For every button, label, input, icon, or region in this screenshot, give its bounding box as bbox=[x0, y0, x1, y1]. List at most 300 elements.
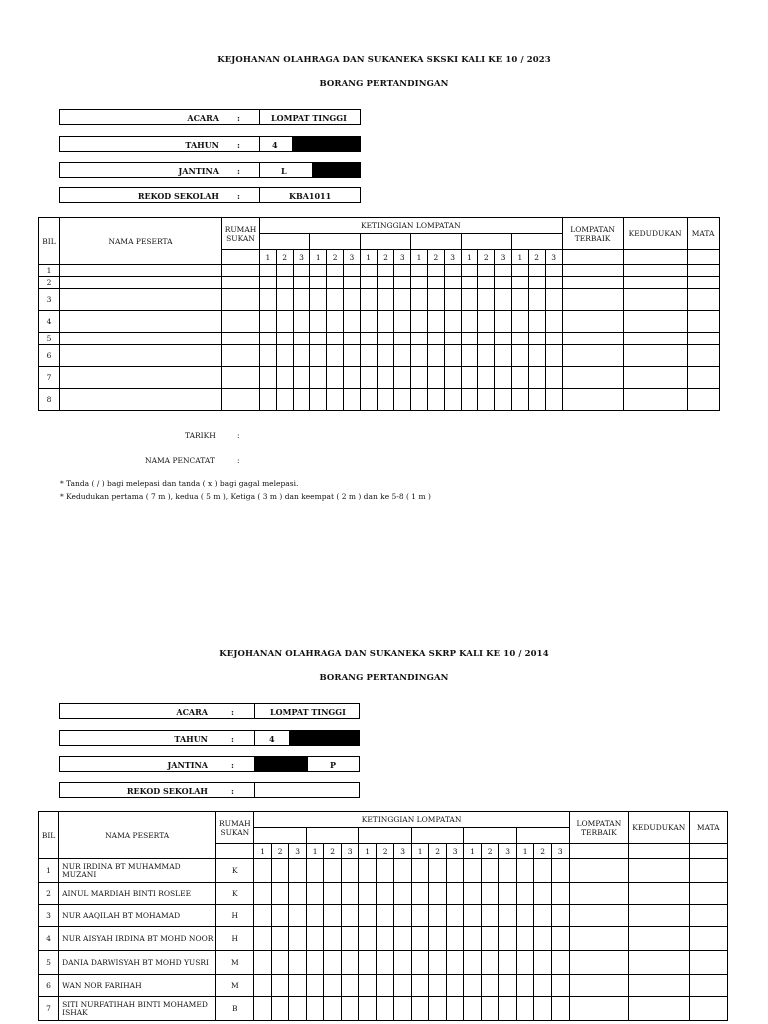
attempt-cell[interactable] bbox=[411, 389, 428, 411]
attempt-cell[interactable] bbox=[528, 333, 545, 345]
attempt-cell[interactable] bbox=[276, 289, 293, 311]
kedudukan-cell[interactable] bbox=[629, 883, 689, 905]
attempt-cell[interactable] bbox=[360, 333, 377, 345]
attempt-cell[interactable] bbox=[446, 927, 464, 951]
attempt-cell[interactable] bbox=[427, 389, 444, 411]
attempt-cell[interactable] bbox=[377, 389, 394, 411]
attempt-cell[interactable] bbox=[427, 367, 444, 389]
attempt-cell[interactable] bbox=[534, 883, 552, 905]
attempt-cell[interactable] bbox=[343, 289, 360, 311]
attempt-cell[interactable] bbox=[271, 997, 289, 1021]
kedudukan-cell[interactable] bbox=[629, 951, 689, 975]
attempt-cell[interactable] bbox=[341, 883, 359, 905]
attempt-cell[interactable] bbox=[377, 345, 394, 367]
attempt-cell[interactable] bbox=[444, 277, 461, 289]
lompatan-cell[interactable] bbox=[562, 311, 623, 333]
attempt-cell[interactable] bbox=[293, 389, 310, 411]
attempt-cell[interactable] bbox=[478, 311, 495, 333]
nama-cell[interactable]: NUR AISYAH IRDINA BT MOHD NOOR bbox=[59, 927, 216, 951]
attempt-cell[interactable] bbox=[310, 333, 327, 345]
attempt-cell[interactable] bbox=[327, 345, 344, 367]
attempt-cell[interactable] bbox=[427, 289, 444, 311]
attempt-cell[interactable] bbox=[327, 289, 344, 311]
attempt-cell[interactable] bbox=[429, 975, 447, 997]
lompatan-cell[interactable] bbox=[562, 345, 623, 367]
attempt-cell[interactable] bbox=[545, 311, 562, 333]
attempt-cell[interactable] bbox=[271, 927, 289, 951]
attempt-cell[interactable] bbox=[376, 905, 394, 927]
attempt-cell[interactable] bbox=[411, 367, 428, 389]
attempt-cell[interactable] bbox=[310, 389, 327, 411]
nama-cell[interactable]: SITI NURFATIHAH BINTI MOHAMED ISHAK bbox=[59, 997, 216, 1021]
lompatan-cell[interactable] bbox=[569, 905, 628, 927]
attempt-cell[interactable] bbox=[461, 367, 478, 389]
attempt-cell[interactable] bbox=[528, 311, 545, 333]
attempt-cell[interactable] bbox=[444, 311, 461, 333]
attempt-cell[interactable] bbox=[376, 951, 394, 975]
attempt-cell[interactable] bbox=[377, 277, 394, 289]
attempt-cell[interactable] bbox=[411, 345, 428, 367]
attempt-cell[interactable] bbox=[394, 345, 411, 367]
nama-cell[interactable]: WAN NOR FARIHAH bbox=[59, 975, 216, 997]
attempt-cell[interactable] bbox=[411, 927, 429, 951]
attempt-cell[interactable] bbox=[306, 927, 324, 951]
attempt-cell[interactable] bbox=[254, 927, 272, 951]
mata-cell[interactable] bbox=[689, 883, 728, 905]
attempt-cell[interactable] bbox=[359, 883, 377, 905]
attempt-cell[interactable] bbox=[276, 311, 293, 333]
attempt-cell[interactable] bbox=[394, 389, 411, 411]
attempt-cell[interactable] bbox=[394, 333, 411, 345]
attempt-cell[interactable] bbox=[343, 367, 360, 389]
attempt-cell[interactable] bbox=[528, 367, 545, 389]
attempt-cell[interactable] bbox=[254, 997, 272, 1021]
attempt-cell[interactable] bbox=[499, 997, 517, 1021]
attempt-cell[interactable] bbox=[545, 277, 562, 289]
rumah-cell[interactable]: K bbox=[216, 859, 254, 883]
attempt-cell[interactable] bbox=[429, 951, 447, 975]
attempt-cell[interactable] bbox=[289, 859, 307, 883]
rumah-cell[interactable]: K bbox=[216, 883, 254, 905]
attempt-cell[interactable] bbox=[481, 859, 499, 883]
mata-cell[interactable] bbox=[687, 311, 719, 333]
nama-cell[interactable] bbox=[60, 311, 222, 333]
attempt-cell[interactable] bbox=[545, 333, 562, 345]
attempt-cell[interactable] bbox=[461, 277, 478, 289]
attempt-cell[interactable] bbox=[478, 333, 495, 345]
attempt-cell[interactable] bbox=[464, 905, 482, 927]
attempt-cell[interactable] bbox=[254, 859, 272, 883]
attempt-cell[interactable] bbox=[461, 289, 478, 311]
attempt-cell[interactable] bbox=[254, 883, 272, 905]
lompatan-cell[interactable] bbox=[562, 389, 623, 411]
attempt-cell[interactable] bbox=[254, 905, 272, 927]
attempt-cell[interactable] bbox=[411, 975, 429, 997]
attempt-cell[interactable] bbox=[324, 951, 342, 975]
attempt-cell[interactable] bbox=[411, 997, 429, 1021]
rumah-cell[interactable] bbox=[222, 265, 260, 277]
rumah-cell[interactable]: H bbox=[216, 905, 254, 927]
attempt-cell[interactable] bbox=[545, 389, 562, 411]
attempt-cell[interactable] bbox=[260, 277, 277, 289]
attempt-cell[interactable] bbox=[359, 905, 377, 927]
attempt-cell[interactable] bbox=[260, 333, 277, 345]
attempt-cell[interactable] bbox=[516, 859, 534, 883]
attempt-cell[interactable] bbox=[478, 277, 495, 289]
lompatan-cell[interactable] bbox=[569, 927, 628, 951]
mata-cell[interactable] bbox=[689, 859, 728, 883]
kedudukan-cell[interactable] bbox=[629, 997, 689, 1021]
attempt-cell[interactable] bbox=[360, 345, 377, 367]
attempt-cell[interactable] bbox=[343, 311, 360, 333]
attempt-cell[interactable] bbox=[411, 859, 429, 883]
attempt-cell[interactable] bbox=[327, 333, 344, 345]
attempt-cell[interactable] bbox=[341, 927, 359, 951]
attempt-cell[interactable] bbox=[271, 859, 289, 883]
attempt-cell[interactable] bbox=[293, 367, 310, 389]
attempt-cell[interactable] bbox=[545, 265, 562, 277]
nama-cell[interactable]: DANIA DARWISYAH BT MOHD YUSRI bbox=[59, 951, 216, 975]
nama-cell[interactable]: NUR IRDINA BT MUHAMMAD MUZANI bbox=[59, 859, 216, 883]
attempt-cell[interactable] bbox=[411, 951, 429, 975]
attempt-cell[interactable] bbox=[481, 905, 499, 927]
attempt-cell[interactable] bbox=[495, 345, 512, 367]
attempt-cell[interactable] bbox=[499, 883, 517, 905]
mata-cell[interactable] bbox=[689, 975, 728, 997]
attempt-cell[interactable] bbox=[545, 345, 562, 367]
attempt-cell[interactable] bbox=[276, 389, 293, 411]
attempt-cell[interactable] bbox=[516, 951, 534, 975]
kedudukan-cell[interactable] bbox=[623, 311, 687, 333]
attempt-cell[interactable] bbox=[254, 975, 272, 997]
attempt-cell[interactable] bbox=[271, 883, 289, 905]
attempt-cell[interactable] bbox=[343, 345, 360, 367]
attempt-cell[interactable] bbox=[499, 859, 517, 883]
attempt-cell[interactable] bbox=[341, 905, 359, 927]
attempt-cell[interactable] bbox=[260, 345, 277, 367]
attempt-cell[interactable] bbox=[394, 997, 412, 1021]
attempt-cell[interactable] bbox=[260, 311, 277, 333]
attempt-cell[interactable] bbox=[495, 311, 512, 333]
attempt-cell[interactable] bbox=[427, 345, 444, 367]
attempt-cell[interactable] bbox=[341, 997, 359, 1021]
attempt-cell[interactable] bbox=[444, 333, 461, 345]
attempt-cell[interactable] bbox=[310, 345, 327, 367]
attempt-cell[interactable] bbox=[516, 927, 534, 951]
mata-cell[interactable] bbox=[687, 333, 719, 345]
attempt-cell[interactable] bbox=[551, 905, 569, 927]
nama-cell[interactable]: NUR AAQILAH BT MOHAMAD bbox=[59, 905, 216, 927]
lompatan-cell[interactable] bbox=[562, 277, 623, 289]
attempt-cell[interactable] bbox=[411, 277, 428, 289]
attempt-cell[interactable] bbox=[260, 265, 277, 277]
attempt-cell[interactable] bbox=[327, 389, 344, 411]
attempt-cell[interactable] bbox=[327, 367, 344, 389]
attempt-cell[interactable] bbox=[495, 265, 512, 277]
attempt-cell[interactable] bbox=[528, 289, 545, 311]
attempt-cell[interactable] bbox=[360, 367, 377, 389]
attempt-cell[interactable] bbox=[276, 345, 293, 367]
attempt-cell[interactable] bbox=[464, 927, 482, 951]
attempt-cell[interactable] bbox=[341, 975, 359, 997]
attempt-cell[interactable] bbox=[376, 859, 394, 883]
attempt-cell[interactable] bbox=[478, 367, 495, 389]
attempt-cell[interactable] bbox=[327, 265, 344, 277]
attempt-cell[interactable] bbox=[444, 389, 461, 411]
attempt-cell[interactable] bbox=[293, 265, 310, 277]
lompatan-cell[interactable] bbox=[562, 333, 623, 345]
nama-cell[interactable] bbox=[60, 265, 222, 277]
attempt-cell[interactable] bbox=[551, 997, 569, 1021]
attempt-cell[interactable] bbox=[359, 997, 377, 1021]
attempt-cell[interactable] bbox=[427, 265, 444, 277]
attempt-cell[interactable] bbox=[327, 277, 344, 289]
attempt-cell[interactable] bbox=[481, 951, 499, 975]
attempt-cell[interactable] bbox=[289, 883, 307, 905]
attempt-cell[interactable] bbox=[341, 951, 359, 975]
attempt-cell[interactable] bbox=[495, 389, 512, 411]
attempt-cell[interactable] bbox=[359, 927, 377, 951]
attempt-cell[interactable] bbox=[511, 333, 528, 345]
kedudukan-cell[interactable] bbox=[623, 277, 687, 289]
attempt-cell[interactable] bbox=[359, 859, 377, 883]
attempt-cell[interactable] bbox=[377, 367, 394, 389]
nama-cell[interactable] bbox=[60, 389, 222, 411]
attempt-cell[interactable] bbox=[444, 345, 461, 367]
rumah-cell[interactable] bbox=[222, 289, 260, 311]
attempt-cell[interactable] bbox=[427, 311, 444, 333]
attempt-cell[interactable] bbox=[444, 367, 461, 389]
attempt-cell[interactable] bbox=[306, 905, 324, 927]
attempt-cell[interactable] bbox=[324, 905, 342, 927]
attempt-cell[interactable] bbox=[360, 289, 377, 311]
attempt-cell[interactable] bbox=[429, 927, 447, 951]
attempt-cell[interactable] bbox=[528, 345, 545, 367]
attempt-cell[interactable] bbox=[444, 289, 461, 311]
attempt-cell[interactable] bbox=[260, 389, 277, 411]
attempt-cell[interactable] bbox=[427, 333, 444, 345]
attempt-cell[interactable] bbox=[260, 367, 277, 389]
attempt-cell[interactable] bbox=[534, 997, 552, 1021]
kedudukan-cell[interactable] bbox=[623, 289, 687, 311]
attempt-cell[interactable] bbox=[260, 289, 277, 311]
attempt-cell[interactable] bbox=[511, 265, 528, 277]
attempt-cell[interactable] bbox=[534, 859, 552, 883]
attempt-cell[interactable] bbox=[376, 997, 394, 1021]
nama-cell[interactable] bbox=[60, 367, 222, 389]
kedudukan-cell[interactable] bbox=[629, 927, 689, 951]
attempt-cell[interactable] bbox=[289, 975, 307, 997]
attempt-cell[interactable] bbox=[427, 277, 444, 289]
attempt-cell[interactable] bbox=[394, 859, 412, 883]
attempt-cell[interactable] bbox=[324, 883, 342, 905]
attempt-cell[interactable] bbox=[324, 975, 342, 997]
attempt-cell[interactable] bbox=[411, 905, 429, 927]
attempt-cell[interactable] bbox=[461, 333, 478, 345]
attempt-cell[interactable] bbox=[293, 311, 310, 333]
mata-cell[interactable] bbox=[687, 389, 719, 411]
attempt-cell[interactable] bbox=[360, 389, 377, 411]
attempt-cell[interactable] bbox=[534, 975, 552, 997]
attempt-cell[interactable] bbox=[293, 333, 310, 345]
attempt-cell[interactable] bbox=[528, 389, 545, 411]
kedudukan-cell[interactable] bbox=[629, 975, 689, 997]
attempt-cell[interactable] bbox=[377, 289, 394, 311]
attempt-cell[interactable] bbox=[411, 311, 428, 333]
attempt-cell[interactable] bbox=[394, 951, 412, 975]
attempt-cell[interactable] bbox=[271, 975, 289, 997]
mata-cell[interactable] bbox=[687, 289, 719, 311]
attempt-cell[interactable] bbox=[511, 367, 528, 389]
attempt-cell[interactable] bbox=[289, 905, 307, 927]
attempt-cell[interactable] bbox=[289, 927, 307, 951]
attempt-cell[interactable] bbox=[359, 951, 377, 975]
attempt-cell[interactable] bbox=[461, 345, 478, 367]
attempt-cell[interactable] bbox=[310, 265, 327, 277]
attempt-cell[interactable] bbox=[324, 859, 342, 883]
attempt-cell[interactable] bbox=[377, 311, 394, 333]
attempt-cell[interactable] bbox=[534, 905, 552, 927]
attempt-cell[interactable] bbox=[495, 289, 512, 311]
attempt-cell[interactable] bbox=[394, 905, 412, 927]
rumah-cell[interactable]: M bbox=[216, 951, 254, 975]
nama-cell[interactable]: AINUL MARDIAH BINTI ROSLEE bbox=[59, 883, 216, 905]
rumah-cell[interactable]: B bbox=[216, 997, 254, 1021]
rumah-cell[interactable] bbox=[222, 277, 260, 289]
rumah-cell[interactable] bbox=[222, 333, 260, 345]
attempt-cell[interactable] bbox=[276, 367, 293, 389]
lompatan-cell[interactable] bbox=[562, 367, 623, 389]
attempt-cell[interactable] bbox=[276, 265, 293, 277]
attempt-cell[interactable] bbox=[376, 975, 394, 997]
attempt-cell[interactable] bbox=[306, 951, 324, 975]
attempt-cell[interactable] bbox=[495, 367, 512, 389]
attempt-cell[interactable] bbox=[545, 289, 562, 311]
attempt-cell[interactable] bbox=[516, 883, 534, 905]
attempt-cell[interactable] bbox=[343, 277, 360, 289]
attempt-cell[interactable] bbox=[377, 333, 394, 345]
mata-cell[interactable] bbox=[689, 951, 728, 975]
attempt-cell[interactable] bbox=[394, 927, 412, 951]
attempt-cell[interactable] bbox=[394, 883, 412, 905]
nama-cell[interactable] bbox=[60, 333, 222, 345]
lompatan-cell[interactable] bbox=[562, 265, 623, 277]
attempt-cell[interactable] bbox=[429, 859, 447, 883]
attempt-cell[interactable] bbox=[376, 927, 394, 951]
attempt-cell[interactable] bbox=[341, 859, 359, 883]
attempt-cell[interactable] bbox=[276, 277, 293, 289]
attempt-cell[interactable] bbox=[360, 311, 377, 333]
attempt-cell[interactable] bbox=[324, 927, 342, 951]
attempt-cell[interactable] bbox=[534, 951, 552, 975]
attempt-cell[interactable] bbox=[551, 859, 569, 883]
mata-cell[interactable] bbox=[687, 277, 719, 289]
attempt-cell[interactable] bbox=[516, 905, 534, 927]
attempt-cell[interactable] bbox=[343, 265, 360, 277]
attempt-cell[interactable] bbox=[429, 883, 447, 905]
kedudukan-cell[interactable] bbox=[623, 345, 687, 367]
mata-cell[interactable] bbox=[689, 905, 728, 927]
kedudukan-cell[interactable] bbox=[623, 367, 687, 389]
attempt-cell[interactable] bbox=[464, 883, 482, 905]
attempt-cell[interactable] bbox=[551, 927, 569, 951]
attempt-cell[interactable] bbox=[545, 367, 562, 389]
attempt-cell[interactable] bbox=[310, 311, 327, 333]
attempt-cell[interactable] bbox=[464, 859, 482, 883]
attempt-cell[interactable] bbox=[306, 975, 324, 997]
attempt-cell[interactable] bbox=[306, 997, 324, 1021]
attempt-cell[interactable] bbox=[528, 277, 545, 289]
attempt-cell[interactable] bbox=[271, 905, 289, 927]
attempt-cell[interactable] bbox=[478, 289, 495, 311]
attempt-cell[interactable] bbox=[511, 345, 528, 367]
attempt-cell[interactable] bbox=[293, 277, 310, 289]
rumah-cell[interactable] bbox=[222, 389, 260, 411]
rumah-cell[interactable] bbox=[222, 311, 260, 333]
attempt-cell[interactable] bbox=[499, 951, 517, 975]
attempt-cell[interactable] bbox=[481, 883, 499, 905]
lompatan-cell[interactable] bbox=[562, 289, 623, 311]
attempt-cell[interactable] bbox=[534, 927, 552, 951]
rumah-cell[interactable]: H bbox=[216, 927, 254, 951]
kedudukan-cell[interactable] bbox=[623, 265, 687, 277]
attempt-cell[interactable] bbox=[254, 951, 272, 975]
attempt-cell[interactable] bbox=[464, 975, 482, 997]
attempt-cell[interactable] bbox=[495, 277, 512, 289]
lompatan-cell[interactable] bbox=[569, 859, 628, 883]
nama-cell[interactable] bbox=[60, 289, 222, 311]
attempt-cell[interactable] bbox=[446, 997, 464, 1021]
mata-cell[interactable] bbox=[687, 265, 719, 277]
attempt-cell[interactable] bbox=[394, 265, 411, 277]
attempt-cell[interactable] bbox=[411, 333, 428, 345]
attempt-cell[interactable] bbox=[495, 333, 512, 345]
attempt-cell[interactable] bbox=[446, 975, 464, 997]
attempt-cell[interactable] bbox=[499, 927, 517, 951]
attempt-cell[interactable] bbox=[516, 997, 534, 1021]
attempt-cell[interactable] bbox=[271, 951, 289, 975]
attempt-cell[interactable] bbox=[377, 265, 394, 277]
attempt-cell[interactable] bbox=[516, 975, 534, 997]
attempt-cell[interactable] bbox=[394, 367, 411, 389]
attempt-cell[interactable] bbox=[293, 289, 310, 311]
nama-cell[interactable] bbox=[60, 345, 222, 367]
mata-cell[interactable] bbox=[687, 367, 719, 389]
attempt-cell[interactable] bbox=[551, 975, 569, 997]
mata-cell[interactable] bbox=[689, 997, 728, 1021]
attempt-cell[interactable] bbox=[446, 951, 464, 975]
attempt-cell[interactable] bbox=[306, 883, 324, 905]
kedudukan-cell[interactable] bbox=[623, 389, 687, 411]
attempt-cell[interactable] bbox=[411, 265, 428, 277]
attempt-cell[interactable] bbox=[394, 975, 412, 997]
attempt-cell[interactable] bbox=[528, 265, 545, 277]
attempt-cell[interactable] bbox=[359, 975, 377, 997]
attempt-cell[interactable] bbox=[478, 345, 495, 367]
attempt-cell[interactable] bbox=[551, 883, 569, 905]
lompatan-cell[interactable] bbox=[569, 951, 628, 975]
attempt-cell[interactable] bbox=[376, 883, 394, 905]
rumah-cell[interactable]: M bbox=[216, 975, 254, 997]
attempt-cell[interactable] bbox=[499, 905, 517, 927]
attempt-cell[interactable] bbox=[481, 975, 499, 997]
attempt-cell[interactable] bbox=[310, 277, 327, 289]
attempt-cell[interactable] bbox=[276, 333, 293, 345]
lompatan-cell[interactable] bbox=[569, 997, 628, 1021]
attempt-cell[interactable] bbox=[394, 277, 411, 289]
attempt-cell[interactable] bbox=[289, 951, 307, 975]
attempt-cell[interactable] bbox=[511, 277, 528, 289]
